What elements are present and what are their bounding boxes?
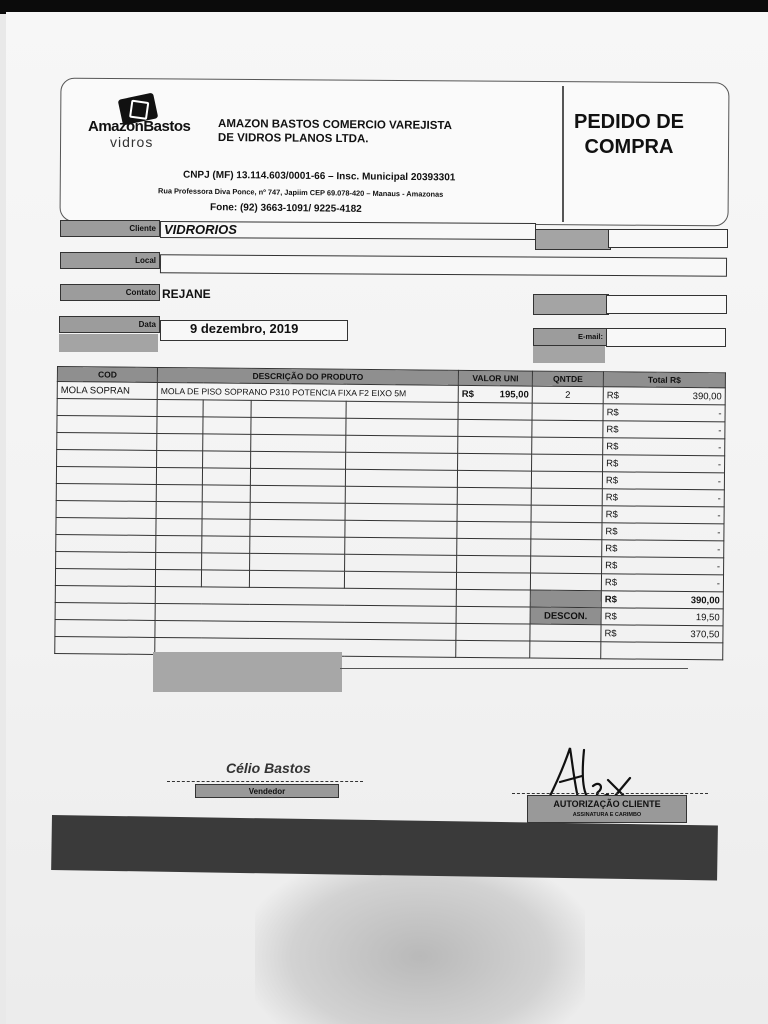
email-label-shade [533,346,605,363]
empty-total: - [717,526,721,538]
header-qntde: QNTDE [532,371,603,387]
empty-total: - [718,407,722,419]
contato-label: Contato [60,284,160,301]
data-label: Data [59,316,160,333]
contato-extra-field[interactable] [606,295,727,314]
cell-valor [458,385,532,403]
logo-name: AmazonBastos [88,118,191,135]
company-name [218,117,452,147]
header-descricao: DESCRIÇÃO DO PRODUTO [157,367,458,385]
header-cod: COD [57,367,157,383]
data-label-shade [59,334,158,352]
email-field[interactable] [606,328,726,347]
contato-extra-label [533,294,609,315]
seller-name: Célio Bastos [226,760,311,776]
empty-currency: R$ [605,491,618,503]
cell-valor-amount: 195,00 [499,388,529,401]
cell-cod: MOLA SOPRAN [57,382,157,400]
empty-total: - [717,543,721,555]
empty-total: - [718,441,722,453]
header-divider [562,86,564,222]
header-total: Total R$ [603,372,725,388]
document-title [570,110,688,160]
empty-currency: R$ [606,457,619,469]
empty-total: - [716,560,721,572]
header-valor-uni: VALOR UNI [458,370,532,386]
empty-total: - [718,424,722,436]
empty-total: - [717,475,721,487]
observation-line [340,668,688,669]
local-label: Local [60,252,160,269]
discount-cell [601,608,723,626]
document-title-line1: PEDIDO DE [573,111,685,133]
grand-total-currency: R$ [604,627,617,639]
email-label: E-mail: [533,328,607,346]
empty-total: - [716,577,721,589]
empty-currency: R$ [605,474,619,486]
cell-total-amount: 390,00 [692,390,722,402]
empty-currency: R$ [606,423,619,435]
contato-value: REJANE [162,287,211,301]
grand-total-amount: 370,50 [690,628,720,640]
photo-shadow [255,855,585,1024]
subtotal-amount: 390,00 [690,594,720,606]
company-address: Rua Professora Diva Ponce, nº 747, Japiim CEP 69.078-420 – Manaus - Amazonas [157,186,444,199]
auth-subtitle: ASSINATURA E CARIMBO [572,812,642,818]
empty-currency: R$ [606,440,619,452]
company-cnpj: CNPJ (MF) 13.114.603/0001-66 – Insc. Municipal 20393301 [182,169,456,184]
cliente-value: VIDRORIOS [164,222,237,237]
subtotal-currency: R$ [604,593,618,605]
observation-shade [153,652,342,692]
company-name-line2: DE VIDROS PLANOS LTDA. [217,131,369,146]
seller-label: Vendedor [195,784,339,798]
cliente-extra-field[interactable] [608,229,728,248]
empty-total: - [717,458,722,470]
seller-sign-line [167,781,363,782]
subtotal-cell [601,591,723,609]
data-value: 9 dezembro, 2019 [190,321,299,336]
discount-amount: 19,50 [695,611,720,623]
cliente-extra-label [535,229,611,250]
empty-currency: R$ [605,559,618,571]
client-authorization-label [527,795,687,823]
cell-descricao: MOLA DE PISO SOPRANO P310 POTENCIA FIXA F2 EIXO 5M [157,382,458,402]
discount-currency: R$ [604,610,617,622]
empty-total: - [717,492,721,504]
cell-total [603,387,725,405]
cell-total-currency: R$ [606,389,619,401]
footer-bar [51,815,718,880]
local-field[interactable] [160,254,727,276]
grand-total-cell [601,625,723,643]
company-phone: Fone: (92) 3663-1091/ 9225-4182 [209,202,362,215]
cell-qntde: 2 [532,386,603,404]
cell-valor-currency: R$ [461,388,474,400]
empty-currency: R$ [606,406,619,418]
logo-subtitle: vidros [110,134,154,150]
auth-title: AUTORIZAÇÃO CLIENTE [553,799,661,809]
document-title-line2: COMPRA [584,136,674,158]
items-table [54,366,726,660]
empty-total: - [717,509,721,521]
discount-label: DESCON. [530,607,601,625]
cliente-label: Cliente [60,220,160,237]
company-logo [88,96,198,152]
empty-currency: R$ [605,508,618,520]
company-name-line1: AMAZON BASTOS COMERCIO VAREJISTA [218,117,452,133]
empty-currency: R$ [604,576,618,588]
empty-currency: R$ [605,525,618,537]
empty-currency: R$ [605,542,618,554]
client-sign-line [512,793,708,794]
